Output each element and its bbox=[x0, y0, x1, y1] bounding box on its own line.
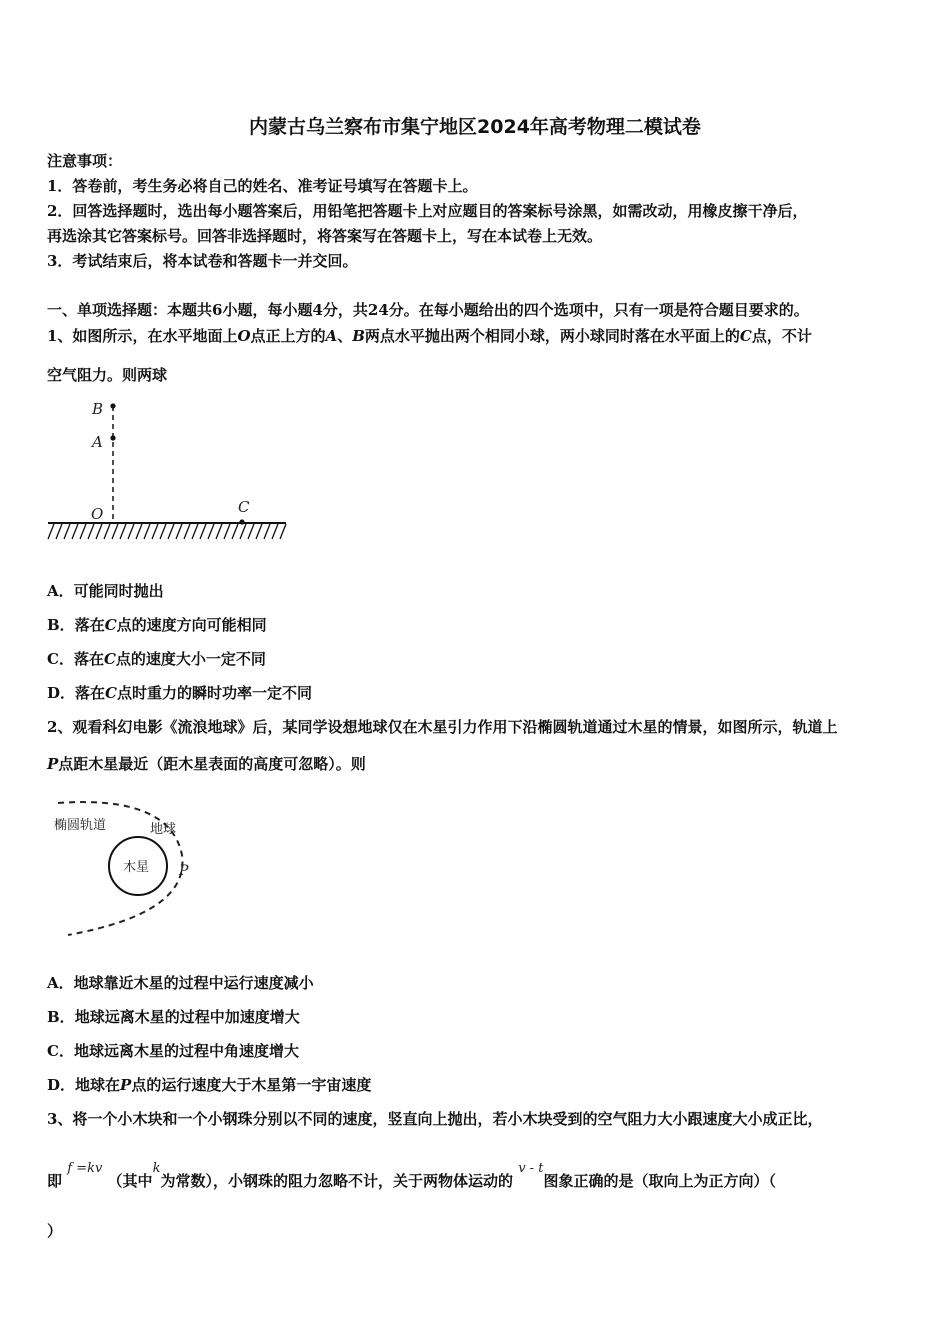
q2-option: D．地球在P点的运行速度大于木星第一宇宙速度 bbox=[47, 1076, 372, 1094]
q2-option: A．地球靠近木星的过程中运行速度减小 bbox=[47, 974, 314, 992]
fig-point-B bbox=[110, 403, 115, 408]
fig-label-orbit: 椭圆轨道 bbox=[54, 818, 107, 833]
fig-label-P: P bbox=[179, 863, 189, 879]
q2-figure bbox=[50, 795, 230, 945]
notice-item: 1．答卷前，考生务必将自己的姓名、准考证号填写在答题卡上。 bbox=[47, 177, 478, 195]
q1-option: A．可能同时抛出 bbox=[47, 582, 164, 600]
notice-heading: 注意事项： bbox=[47, 152, 123, 170]
q3-vt: v - t bbox=[518, 1161, 544, 1176]
section-heading: 一、单项选择题：本题共6小题，每小题4分，共24分。在每小题给出的四个选项中，只有一项是符合题目要求的。 bbox=[47, 301, 809, 319]
fig-label-A: A bbox=[92, 433, 103, 451]
fig-label-B: B bbox=[92, 400, 104, 418]
q3-stem: 3、将一个小木块和一个小钢珠分别以不同的速度，竖直向上抛出，若小木块受到的空气阻力大小跟速度大小成正比， bbox=[47, 1110, 823, 1128]
q1-stem: 1、如图所示，在水平地面上O点正上方的A、B两点水平抛出两个相同小球，两小球同时落在水平面上的C点，不计 bbox=[47, 327, 812, 345]
notice-item: 3．考试结束后，将本试卷和答题卡一并交回。 bbox=[47, 252, 358, 270]
q1-option: D．落在C点时重力的瞬时功率一定不同 bbox=[47, 684, 312, 702]
fig-label-jupiter: 木星 bbox=[123, 860, 150, 875]
fig-point-A bbox=[110, 435, 115, 440]
fig-label-earth: 地球 bbox=[150, 822, 177, 837]
fig-label-O: O bbox=[91, 505, 104, 523]
fig-label-C: C bbox=[238, 498, 250, 516]
q2-stem: 2、观看科幻电影《流浪地球》后，某同学设想地球仅在木星引力作用下沿椭圆轨道通过木星的情景，如图所示，轨道上 bbox=[47, 718, 838, 736]
q1-stem-line2: 空气阻力。则两球 bbox=[47, 366, 168, 384]
page-title: 内蒙古乌兰察布市集宁地区2024年高考物理二模试卷 bbox=[249, 116, 701, 138]
q3-stem-line2: 即 f =kv （其中k为常数），小钢珠的阻力忽略不计，关于两物体运动的 v - t图象正确的是（取向上为正方向）（ bbox=[47, 1161, 776, 1190]
q3-constant-k: k bbox=[152, 1161, 161, 1176]
q1-option: B．落在C点的速度方向可能相同 bbox=[47, 616, 267, 634]
notice-item: 2．回答选择题时，选出每小题答案后，用铅笔把答题卡上对应题目的答案标号涂黑，如需改动，用橡皮擦干净后， bbox=[47, 202, 808, 220]
notice-item: 再选涂其它答案标号。回答非选择题时，将答案写在答题卡上，写在本试卷上无效。 bbox=[47, 227, 603, 245]
q2-option: C．地球远离木星的过程中角速度增大 bbox=[47, 1042, 299, 1060]
q3-formula: f =kv bbox=[67, 1161, 103, 1176]
q1-option: C．落在C点的速度大小一定不同 bbox=[47, 650, 266, 668]
q2-stem-line2: P点距木星最近（距木星表面的高度可忽略）。则 bbox=[47, 755, 366, 773]
q2-option: B．地球远离木星的过程中加速度增大 bbox=[47, 1008, 300, 1026]
q1-figure bbox=[40, 392, 300, 552]
fig-ground-hatch bbox=[48, 524, 286, 539]
q3-stem-line3: ） bbox=[47, 1222, 63, 1240]
